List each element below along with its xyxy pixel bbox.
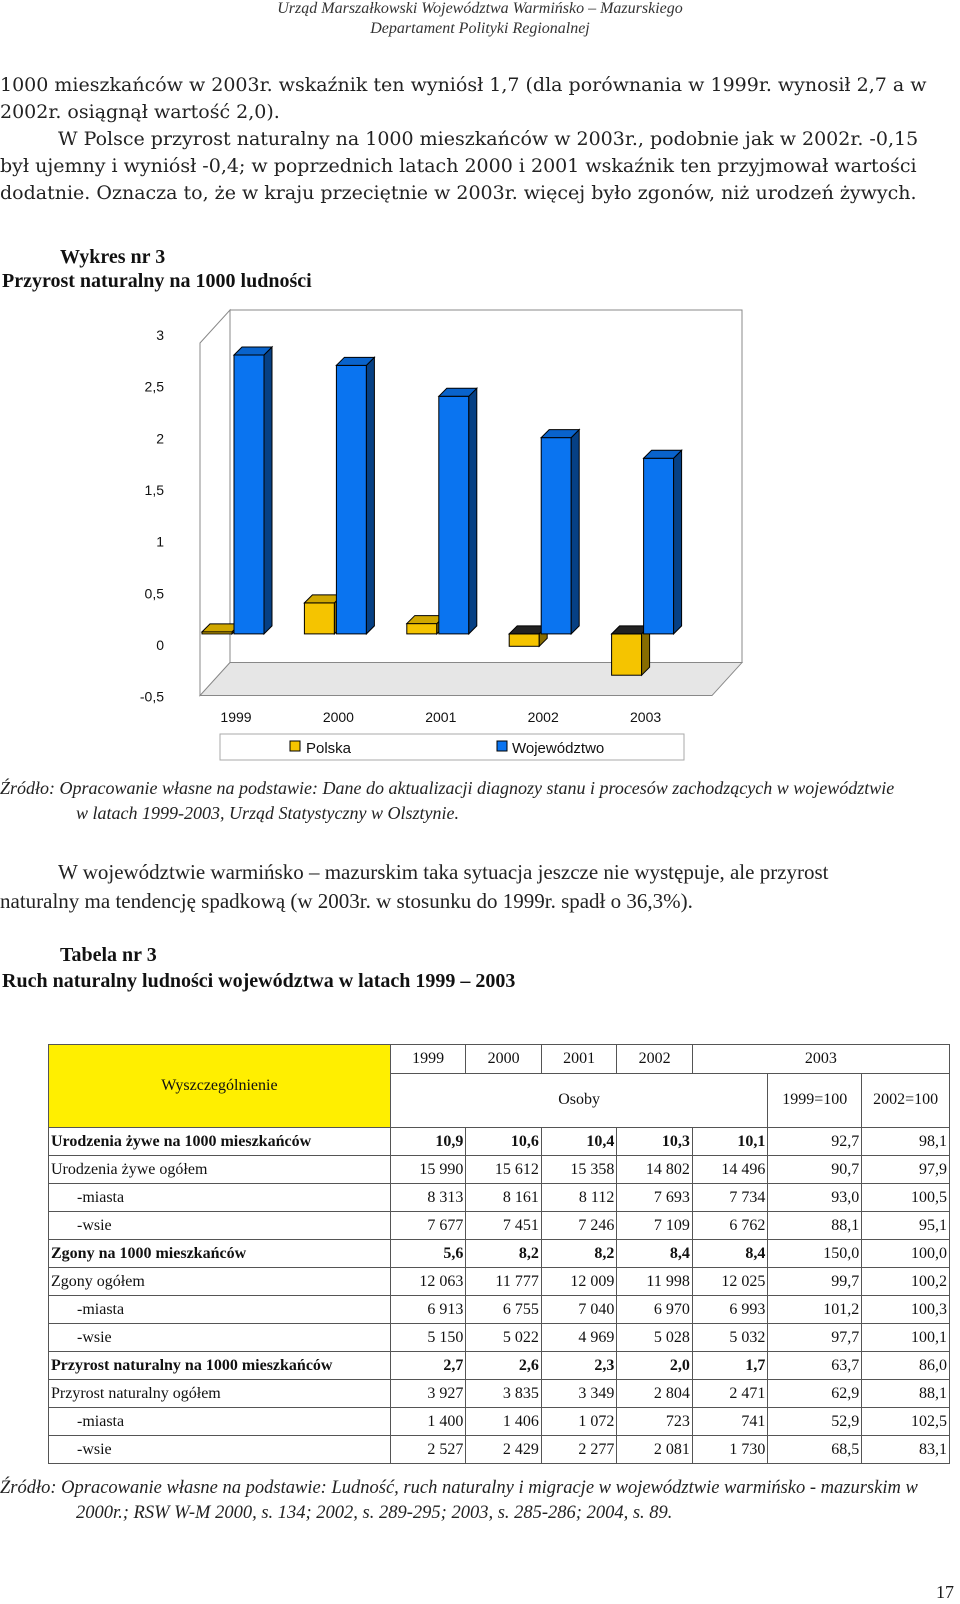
table-cell: 2 471 bbox=[692, 1380, 768, 1408]
legend-label-wojewodztwo: Województwo bbox=[512, 740, 605, 757]
x-tick-label: 2001 bbox=[425, 709, 457, 725]
natural-movement-table bbox=[48, 1044, 950, 1464]
table-cell: 8,4 bbox=[617, 1240, 693, 1268]
table-cell: 99,7 bbox=[768, 1268, 862, 1296]
middle-line-2: naturalny ma tendencję spadkową (w 2003r. w stosunku do 1999r. spadł o 36,3%). bbox=[0, 889, 693, 913]
table-cell: 7 677 bbox=[390, 1212, 466, 1240]
table-row bbox=[49, 1380, 950, 1408]
table-cell: 6 755 bbox=[466, 1296, 542, 1324]
table-cell: 7 451 bbox=[466, 1212, 542, 1240]
table-cell: 1 730 bbox=[692, 1436, 768, 1464]
table-cell: 15 612 bbox=[466, 1156, 542, 1184]
table-cell: 2 527 bbox=[390, 1436, 466, 1464]
table-cell: 100,0 bbox=[862, 1240, 950, 1268]
table-cell: 10,4 bbox=[541, 1128, 617, 1156]
table-cell: 14 496 bbox=[692, 1156, 768, 1184]
row-label: -miasta bbox=[49, 1408, 391, 1436]
y-tick-label: 2 bbox=[156, 430, 164, 447]
table-row bbox=[49, 1408, 950, 1436]
document-header-office: Urząd Marszałkowski Województwa Warmińsko – Mazurskiego bbox=[277, 0, 683, 17]
middle-line-1: W województwie warmińsko – mazurskim taka sytuacja jeszcze nie występuje, ale przyrost bbox=[58, 860, 829, 884]
table-cell: 5 150 bbox=[390, 1324, 466, 1352]
table-cell: 62,9 bbox=[768, 1380, 862, 1408]
table-cell: 90,7 bbox=[768, 1156, 862, 1184]
row-label: -miasta bbox=[49, 1296, 391, 1324]
intro-line-4: był ujemny i wyniósł -0,4; w poprzednich latach 2000 i 2001 wskaźnik ten przyjmował wartości bbox=[0, 155, 917, 177]
table-cell: 7 246 bbox=[541, 1212, 617, 1240]
x-tick-label: 2002 bbox=[527, 709, 559, 725]
table-cell: 98,1 bbox=[862, 1128, 950, 1156]
row-label: Urodzenia żywe ogółem bbox=[49, 1156, 391, 1184]
table-cell: 10,1 bbox=[692, 1128, 768, 1156]
chart-side-wall bbox=[200, 310, 230, 696]
intro-line-1: 1000 mieszkańców w 2003r. wskaźnik ten wyniósł 1,7 (dla porównania w 1999r. wynosił 2,7 a w bbox=[0, 74, 927, 96]
y-tick-label: 2,5 bbox=[144, 378, 164, 395]
table-cell: 10,6 bbox=[466, 1128, 542, 1156]
table-cell: 8,2 bbox=[541, 1240, 617, 1268]
table-row bbox=[49, 1212, 950, 1240]
table-cell: 100,2 bbox=[862, 1268, 950, 1296]
table-cell: 3 835 bbox=[466, 1380, 542, 1408]
bar-wojewodztwo-2000-front bbox=[336, 365, 366, 634]
table-label: Tabela nr 3 bbox=[60, 944, 157, 966]
bar-wojewodztwo-2001-side bbox=[469, 388, 477, 634]
table-corner-cell: Wyszczególnienie bbox=[49, 1045, 391, 1128]
table-row bbox=[49, 1184, 950, 1212]
chart-label: Wykres nr 3 bbox=[60, 246, 166, 268]
table-cell: 1 406 bbox=[466, 1408, 542, 1436]
bar-wojewodztwo-2002-front bbox=[541, 438, 571, 634]
row-label: -wsie bbox=[49, 1436, 391, 1464]
bar-wojewodztwo-2003-front bbox=[644, 458, 674, 634]
table-cell: 8 161 bbox=[466, 1184, 542, 1212]
table-cell: 68,5 bbox=[768, 1436, 862, 1464]
table-cell: 2,0 bbox=[617, 1352, 693, 1380]
table-cell: 1,7 bbox=[692, 1352, 768, 1380]
table-cell: 12 025 bbox=[692, 1268, 768, 1296]
table-cell: 15 990 bbox=[390, 1156, 466, 1184]
row-label: -wsie bbox=[49, 1212, 391, 1240]
table-cell: 100,3 bbox=[862, 1296, 950, 1324]
bar-polska-2001-front bbox=[407, 624, 437, 634]
table-row bbox=[49, 1268, 950, 1296]
table-cell: 2,6 bbox=[466, 1352, 542, 1380]
table-cell: 2 081 bbox=[617, 1436, 693, 1464]
bar-wojewodztwo-1999-side bbox=[264, 347, 272, 634]
table-cell: 5 022 bbox=[466, 1324, 542, 1352]
table-cell: 95,1 bbox=[862, 1212, 950, 1240]
table-cell: 3 349 bbox=[541, 1380, 617, 1408]
table-cell: 10,3 bbox=[617, 1128, 693, 1156]
bar-wojewodztwo-2003-side bbox=[674, 450, 682, 634]
legend-swatch-wojewodztwo bbox=[497, 741, 507, 751]
index-header-2002: 2002=100 bbox=[862, 1073, 950, 1127]
table-row bbox=[49, 1436, 950, 1464]
table-row bbox=[49, 1156, 950, 1184]
table-cell: 7 734 bbox=[692, 1184, 768, 1212]
year-header-2003: 2003 bbox=[692, 1045, 949, 1074]
table-cell: 8 313 bbox=[390, 1184, 466, 1212]
table-cell: 83,1 bbox=[862, 1436, 950, 1464]
table-cell: 7 040 bbox=[541, 1296, 617, 1324]
unit-header: Osoby bbox=[390, 1073, 768, 1127]
table-cell: 2 277 bbox=[541, 1436, 617, 1464]
table-cell: 14 802 bbox=[617, 1156, 693, 1184]
table-row bbox=[49, 1352, 950, 1380]
table-cell: 2 429 bbox=[466, 1436, 542, 1464]
x-tick-label: 2003 bbox=[630, 709, 662, 725]
table-cell: 12 063 bbox=[390, 1268, 466, 1296]
bar-wojewodztwo-1999-front bbox=[234, 355, 264, 634]
table-cell: 2,3 bbox=[541, 1352, 617, 1380]
table-row bbox=[49, 1324, 950, 1352]
table-cell: 6 762 bbox=[692, 1212, 768, 1240]
x-tick-label: 2000 bbox=[322, 709, 354, 725]
row-label: Zgony na 1000 mieszkańców bbox=[49, 1240, 391, 1268]
table-cell: 7 693 bbox=[617, 1184, 693, 1212]
table-cell: 97,9 bbox=[862, 1156, 950, 1184]
table-cell: 2 804 bbox=[617, 1380, 693, 1408]
table-cell: 100,1 bbox=[862, 1324, 950, 1352]
table-cell: 6 993 bbox=[692, 1296, 768, 1324]
intro-line-2: 2002r. osiągnął wartość 2,0). bbox=[0, 101, 280, 123]
year-header-2002: 2002 bbox=[617, 1045, 693, 1074]
y-tick-label: 0,5 bbox=[144, 585, 164, 602]
table-cell: 1 400 bbox=[390, 1408, 466, 1436]
table-cell: 7 109 bbox=[617, 1212, 693, 1240]
table-cell: 101,2 bbox=[768, 1296, 862, 1324]
table-cell: 5 028 bbox=[617, 1324, 693, 1352]
bar-wojewodztwo-2002-side bbox=[571, 430, 579, 634]
table-cell: 6 970 bbox=[617, 1296, 693, 1324]
intro-line-5: dodatnie. Oznacza to, że w kraju przeciętnie w 2003r. więcej było zgonów, niż urodzeń żywych. bbox=[0, 182, 917, 204]
table-cell: 92,7 bbox=[768, 1128, 862, 1156]
table-cell: 63,7 bbox=[768, 1352, 862, 1380]
table-cell: 5,6 bbox=[390, 1240, 466, 1268]
chart-source-line-2: w latach 1999-2003, Urząd Statystyczny w Olsztynie. bbox=[76, 803, 459, 823]
middle-paragraph bbox=[0, 858, 960, 916]
table-cell: 12 009 bbox=[541, 1268, 617, 1296]
legend-swatch-polska bbox=[290, 741, 300, 751]
table-cell: 6 913 bbox=[390, 1296, 466, 1324]
table-cell: 150,0 bbox=[768, 1240, 862, 1268]
table-cell: 8,4 bbox=[692, 1240, 768, 1268]
table-cell: 88,1 bbox=[862, 1380, 950, 1408]
y-tick-label: 1,5 bbox=[144, 481, 164, 498]
row-label: Przyrost naturalny na 1000 mieszkańców bbox=[49, 1352, 391, 1380]
table-cell: 741 bbox=[692, 1408, 768, 1436]
row-label: Przyrost naturalny ogółem bbox=[49, 1380, 391, 1408]
y-tick-label: 0 bbox=[156, 636, 164, 653]
chart-title: Przyrost naturalny na 1000 ludności bbox=[2, 270, 312, 292]
table-cell: 5 032 bbox=[692, 1324, 768, 1352]
intro-paragraph bbox=[0, 72, 960, 207]
table-title: Ruch naturalny ludności województwa w latach 1999 – 2003 bbox=[2, 970, 516, 992]
row-label: Urodzenia żywe na 1000 mieszkańców bbox=[49, 1128, 391, 1156]
row-label: -miasta bbox=[49, 1184, 391, 1212]
table-cell: 10,9 bbox=[390, 1128, 466, 1156]
table-source bbox=[0, 1476, 960, 1526]
table-cell: 2,7 bbox=[390, 1352, 466, 1380]
chart-floor bbox=[200, 663, 742, 696]
index-header-1999: 1999=100 bbox=[768, 1073, 862, 1127]
table-cell: 4 969 bbox=[541, 1324, 617, 1352]
table-cell: 8,2 bbox=[466, 1240, 542, 1268]
table-cell: 97,7 bbox=[768, 1324, 862, 1352]
table-row bbox=[49, 1128, 950, 1156]
table-row bbox=[49, 1240, 950, 1268]
bar-polska-2003-front bbox=[612, 634, 642, 675]
table-cell: 52,9 bbox=[768, 1408, 862, 1436]
bar-polska-2000-front bbox=[304, 603, 334, 634]
x-tick-label: 1999 bbox=[220, 709, 252, 725]
table-cell: 11 777 bbox=[466, 1268, 542, 1296]
bar-wojewodztwo-2000-side bbox=[366, 357, 374, 634]
table-cell: 100,5 bbox=[862, 1184, 950, 1212]
row-label: -wsie bbox=[49, 1324, 391, 1352]
table-cell: 102,5 bbox=[862, 1408, 950, 1436]
bar-chart bbox=[0, 300, 960, 770]
table-cell: 93,0 bbox=[768, 1184, 862, 1212]
table-cell: 86,0 bbox=[862, 1352, 950, 1380]
y-tick-label: 3 bbox=[156, 327, 164, 343]
year-header-1999: 1999 bbox=[390, 1045, 466, 1074]
table-cell: 88,1 bbox=[768, 1212, 862, 1240]
table-cell: 3 927 bbox=[390, 1380, 466, 1408]
table-cell: 723 bbox=[617, 1408, 693, 1436]
y-tick-label: -0,5 bbox=[139, 688, 164, 705]
table-cell: 11 998 bbox=[617, 1268, 693, 1296]
bar-wojewodztwo-2001-front bbox=[439, 396, 469, 634]
page-number: 17 bbox=[936, 1582, 954, 1602]
table-cell: 15 358 bbox=[541, 1156, 617, 1184]
bar-polska-2002-front bbox=[509, 634, 539, 646]
year-header-2000: 2000 bbox=[466, 1045, 542, 1074]
table-source-line-1: Źródło: Opracowanie własne na podstawie: Ludność, ruch naturalny i migracje w województwie warmińsko - mazurskim w bbox=[0, 1478, 918, 1498]
legend-label-polska: Polska bbox=[306, 740, 352, 757]
table-cell: 8 112 bbox=[541, 1184, 617, 1212]
table-row bbox=[49, 1296, 950, 1324]
intro-line-3: W Polsce przyrost naturalny na 1000 mieszkańców w 2003r., podobnie jak w 2002r. -0,15 bbox=[58, 128, 919, 150]
chart-source bbox=[0, 776, 960, 826]
y-tick-label: 1 bbox=[156, 533, 164, 550]
document-header-department: Departament Polityki Regionalnej bbox=[370, 20, 590, 37]
row-label: Zgony ogółem bbox=[49, 1268, 391, 1296]
table-source-line-2: 2000r.; RSW W-M 2000, s. 134; 2002, s. 289-295; 2003, s. 285-286; 2004, s. 89. bbox=[76, 1503, 673, 1523]
year-header-2001: 2001 bbox=[541, 1045, 617, 1074]
chart-source-line-1: Źródło: Opracowanie własne na podstawie: Dane do aktualizacji diagnozy stanu i procesów zachodzących w województwie bbox=[0, 778, 895, 798]
table-cell: 1 072 bbox=[541, 1408, 617, 1436]
